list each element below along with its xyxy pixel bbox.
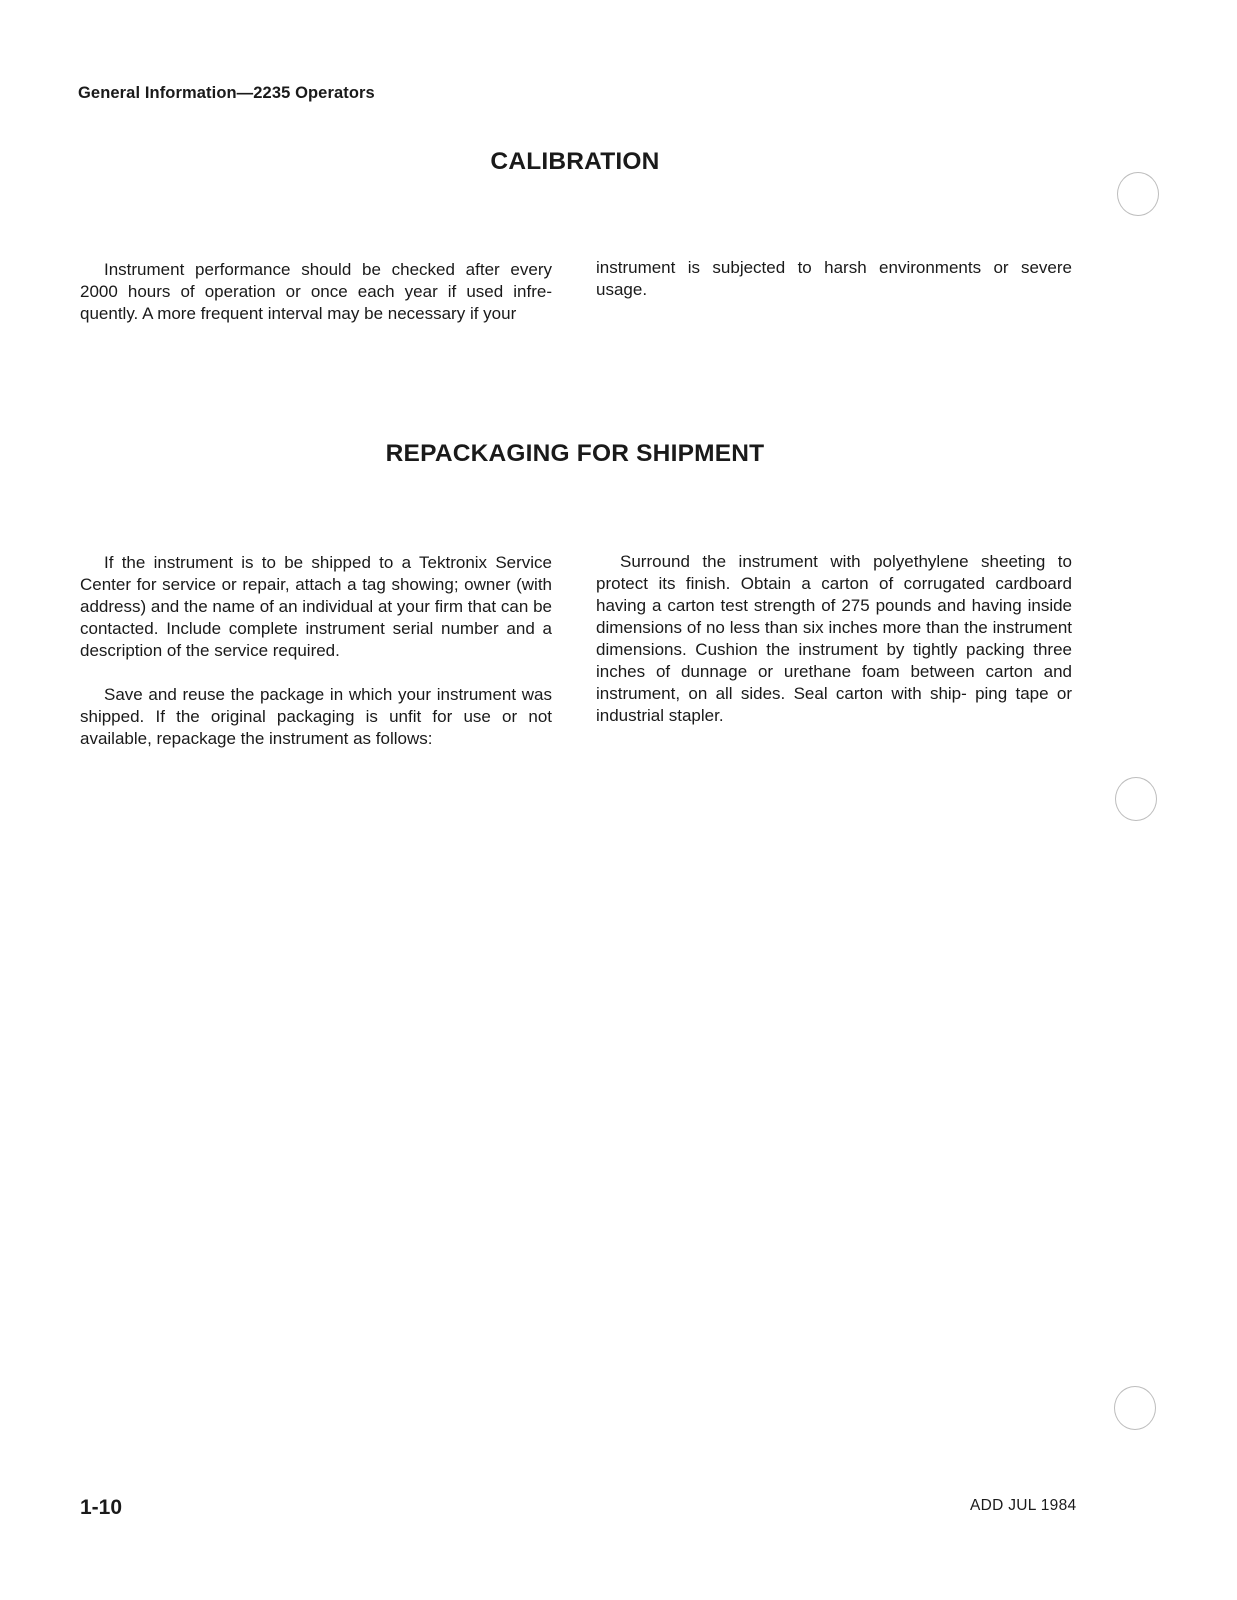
punch-hole-middle: [1115, 777, 1157, 821]
repackaging-paragraph-reuse: Save and reuse the package in which your instrument was shipped. If the original packaging is unfit for use or not available, repackage the instrument as follows:: [80, 685, 552, 748]
calibration-heading: CALIBRATION: [490, 148, 660, 175]
repackaging-left-column: [80, 552, 552, 750]
repackaging-right-column: [596, 551, 1072, 727]
punch-hole-bottom: [1114, 1386, 1156, 1430]
repackaging-heading: REPACKAGING FOR SHIPMENT: [385, 440, 765, 467]
calibration-left-column: [80, 259, 552, 325]
revision-date: ADD JUL 1984: [970, 1497, 1077, 1514]
running-header: General Information—2235 Operators: [78, 84, 375, 102]
page-number: 1-10: [80, 1496, 123, 1519]
punch-hole-top: [1117, 172, 1159, 216]
calibration-paragraph-continued: instrument is subjected to harsh environments or severe usage.: [596, 258, 1072, 299]
repackaging-paragraph-carton: Surround the instrument with polyethylene sheeting to protect its finish. Obtain a carton of corrugated cardboard having a carton test strength of 275 pounds and having inside dimensions of no less than six inches more than the instrument dimensions. Cushion the instrument by tightly packing three inches of dunnage or urethane foam between carton and instrument, on all sides. Seal carton with ship- ping tape or industrial stapler.: [596, 552, 1072, 725]
repackaging-paragraph-tag: If the instrument is to be shipped to a Tektronix Service Center for service or repair, attach a tag showing; owner (with address) and the name of an individual at your firm that can be contacted. Include complete instrument serial number and a description of the service required.: [80, 553, 552, 660]
calibration-paragraph-start: Instrument performance should be checked after every 2000 hours of operation or once each year if used infre- quently. A more frequent interval may be necessary if your: [80, 260, 552, 323]
calibration-right-column: [596, 257, 1072, 301]
